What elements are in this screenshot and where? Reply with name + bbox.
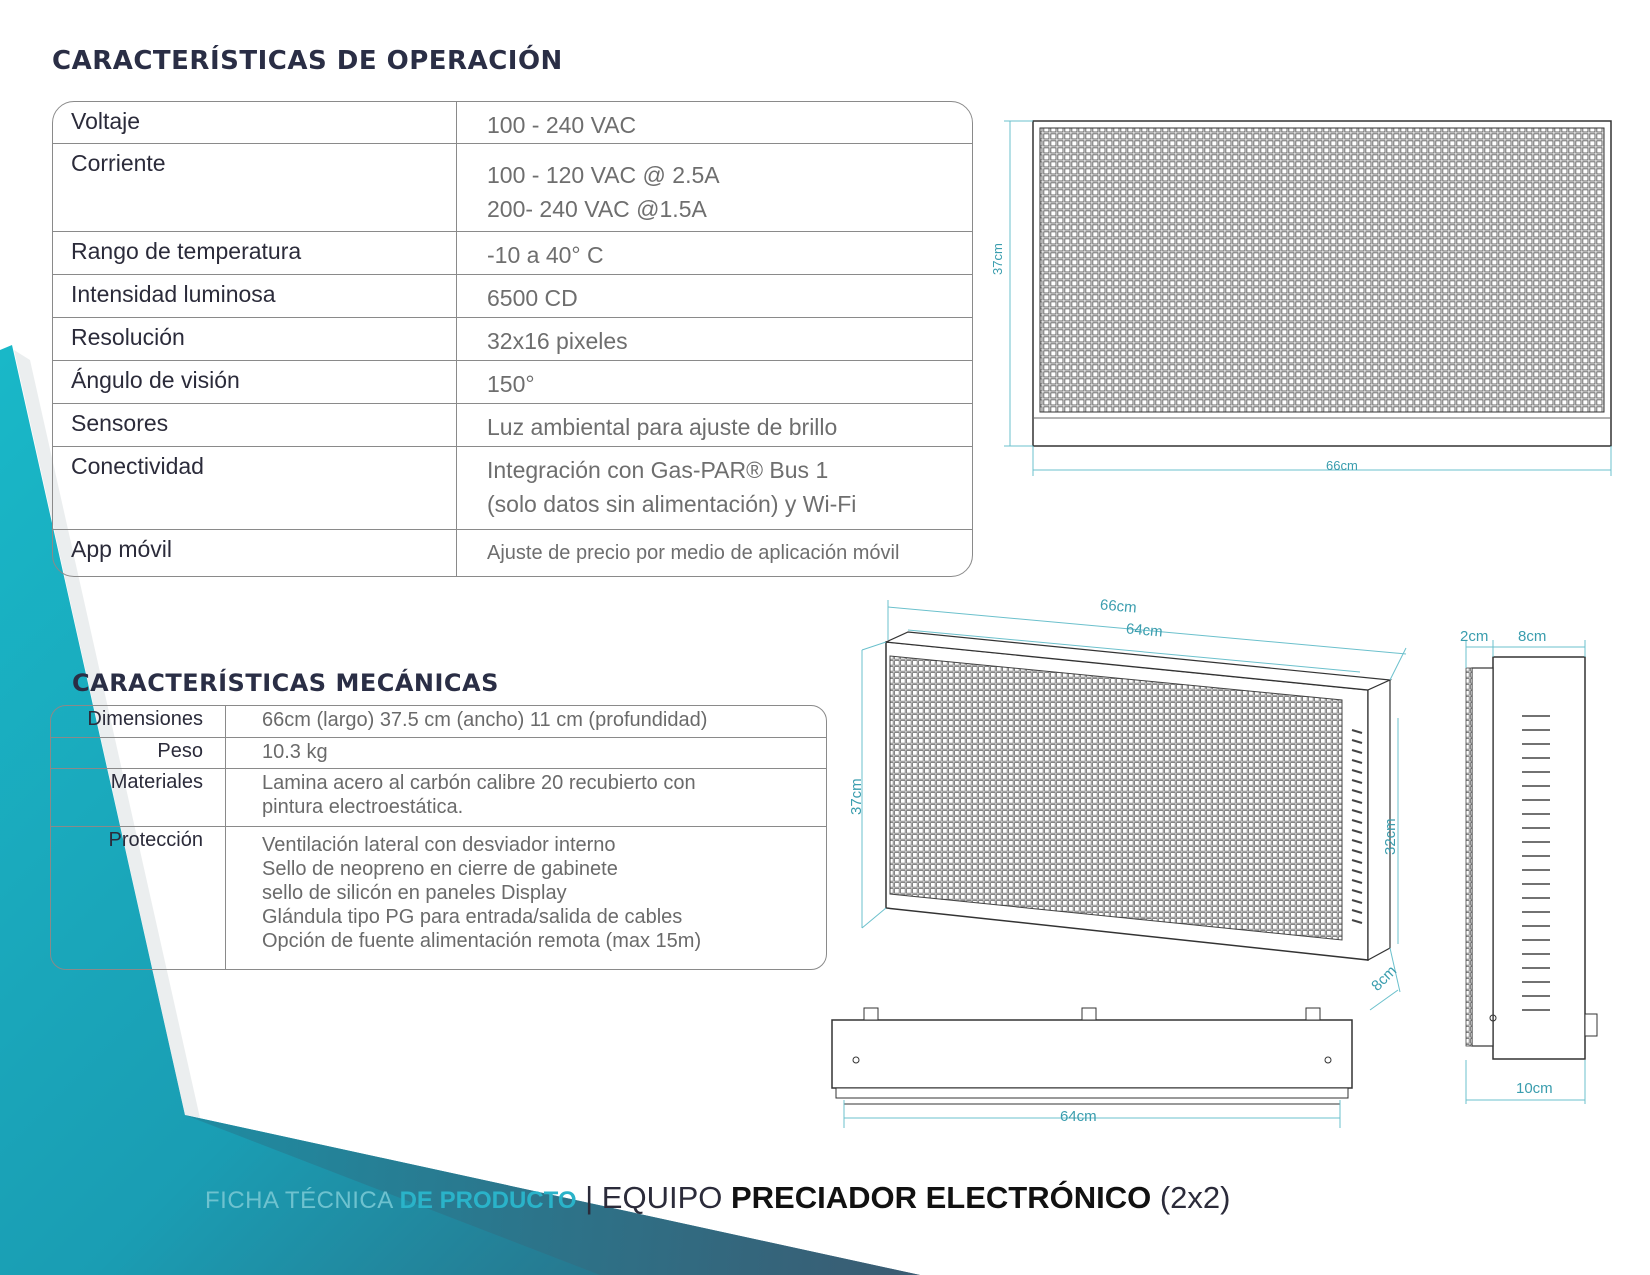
- iso-inner-height-label: 32cm: [1382, 818, 1399, 855]
- row-value: Integración con Gas-PAR® Bus 1 (solo datos sin alimentación) y Wi-Fi: [487, 457, 857, 517]
- row-label: Rango de temperatura: [53, 232, 457, 274]
- row-value: Ventilación lateral con desviador interno Sello de neopreno en cierre de gabinete sello de silicón en paneles Display Glándula tipo PG para entrada/salida de cables Opción de fuente alimentación remota (max 15m): [262, 834, 702, 952]
- footer-separator: |: [576, 1180, 602, 1215]
- iso-depth-label: 8cm: [1368, 962, 1401, 995]
- row-label: Peso: [51, 738, 226, 768]
- side-total-label: 10cm: [1516, 1080, 1553, 1097]
- row-label: Conectividad: [53, 447, 457, 529]
- row-label: Intensidad luminosa: [53, 275, 457, 317]
- footer-part4: PRECIADOR ELECTRÓNICO: [730, 1180, 1152, 1215]
- footer-part3: EQUIPO: [601, 1180, 731, 1215]
- row-value: 150°: [487, 371, 535, 397]
- row-value: -10 a 40° C: [487, 242, 604, 268]
- row-label: Sensores: [53, 404, 457, 446]
- row-label: Protección: [51, 827, 226, 969]
- row-value: Luz ambiental para ajuste de brillo: [487, 414, 838, 440]
- footer-title: [205, 1180, 1230, 1216]
- front-width-label: 66cm: [1326, 458, 1358, 473]
- row-value: 100 - 240 VAC: [487, 112, 637, 138]
- side-front-label: 2cm: [1460, 628, 1489, 645]
- row-label: Voltaje: [53, 102, 457, 143]
- row-value: 66cm (largo) 37.5 cm (ancho) 11 cm (profundidad): [262, 709, 708, 731]
- bottom-width-label: 64cm: [1060, 1108, 1097, 1125]
- row-label: Dimensiones: [51, 706, 226, 737]
- row-value: 100 - 120 VAC @ 2.5A 200- 240 VAC @1.5A: [487, 162, 720, 222]
- footer-part2: DE PRODUCTO: [399, 1187, 577, 1214]
- footer-part5: (2x2): [1151, 1180, 1231, 1215]
- mechanical-title: CARACTERÍSTICAS MECÁNICAS: [72, 669, 499, 697]
- row-value: 10.3 kg: [262, 741, 328, 763]
- front-view-drawing: [1004, 121, 1611, 476]
- operation-title: CARACTERÍSTICAS DE OPERACIÓN: [52, 46, 563, 76]
- side-view-drawing: [1466, 640, 1597, 1104]
- row-value: 6500 CD: [487, 285, 578, 311]
- row-label: Materiales: [51, 769, 226, 826]
- front-height-label: 37cm: [990, 243, 1005, 275]
- row-label: App móvil: [53, 530, 457, 576]
- row-label: Ángulo de visión: [53, 361, 457, 403]
- side-depth-label: 8cm: [1518, 628, 1547, 645]
- iso-height-label: 37cm: [848, 778, 865, 815]
- row-label: Resolución: [53, 318, 457, 360]
- row-value: Ajuste de precio por medio de aplicación móvil: [487, 542, 900, 564]
- row-value: Lamina acero al carbón calibre 20 recubierto con pintura electroestática.: [262, 772, 696, 818]
- row-label: Corriente: [53, 144, 457, 231]
- footer-part1: FICHA TÉCNICA: [205, 1187, 400, 1214]
- row-value: 32x16 pixeles: [487, 328, 628, 354]
- iso-inner-width-label: 64cm: [1125, 620, 1164, 641]
- isometric-view-drawing: [862, 600, 1406, 1010]
- iso-outer-width-label: 66cm: [1099, 596, 1138, 617]
